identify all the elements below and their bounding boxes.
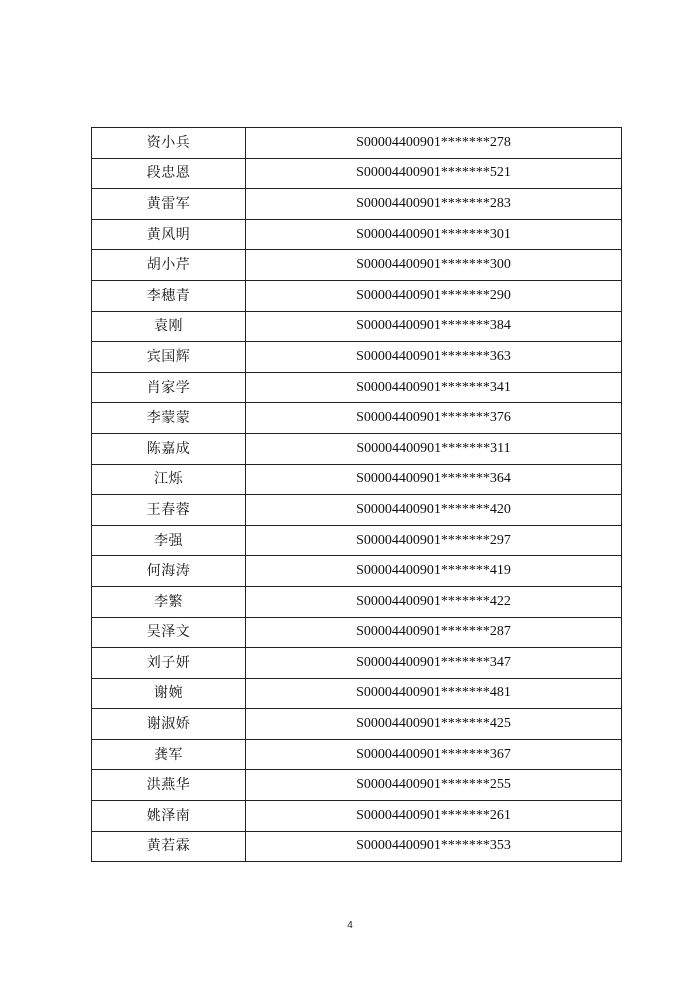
name-cell: 段忠恩 [92,158,246,189]
table-row [92,586,622,617]
certificate-number-cell: S00004400901*******278 [246,128,622,159]
name-cell: 吴泽文 [92,617,246,648]
certificate-number-cell: S00004400901*******341 [246,372,622,403]
name-cell: 李强 [92,525,246,556]
table-row [92,403,622,434]
certificate-number-cell: S00004400901*******290 [246,280,622,311]
certificate-number-cell: S00004400901*******353 [246,831,622,862]
certificate-number-cell: S00004400901*******521 [246,158,622,189]
name-cell: 谢婉 [92,678,246,709]
name-cell: 李蒙蒙 [92,403,246,434]
table-row [92,770,622,801]
certificate-number-cell: S00004400901*******300 [246,250,622,281]
name-cell: 刘子妍 [92,648,246,679]
name-cell: 黄若霖 [92,831,246,862]
certificate-number-cell: S00004400901*******425 [246,709,622,740]
certificate-number-cell: S00004400901*******311 [246,433,622,464]
name-cell: 姚泽南 [92,801,246,832]
certificate-number-cell: S00004400901*******363 [246,342,622,373]
certificate-number-cell: S00004400901*******297 [246,525,622,556]
table-row [92,342,622,373]
roster-table-body [92,128,622,862]
certificate-number-cell: S00004400901*******283 [246,189,622,220]
table-row [92,250,622,281]
table-row [92,709,622,740]
certificate-number-cell: S00004400901*******384 [246,311,622,342]
name-cell: 陈嘉成 [92,433,246,464]
table-row [92,280,622,311]
certificate-number-cell: S00004400901*******422 [246,586,622,617]
name-cell: 谢淑娇 [92,709,246,740]
name-cell: 江烁 [92,464,246,495]
name-cell: 黄雷军 [92,189,246,220]
table-row [92,617,622,648]
table-row [92,464,622,495]
table-row [92,433,622,464]
table-row [92,219,622,250]
table-row [92,372,622,403]
table-row [92,648,622,679]
name-cell: 肖家学 [92,372,246,403]
name-cell: 胡小芹 [92,250,246,281]
name-cell: 王春蓉 [92,495,246,526]
certificate-number-cell: S00004400901*******376 [246,403,622,434]
certificate-number-cell: S00004400901*******287 [246,617,622,648]
certificate-number-cell: S00004400901*******255 [246,770,622,801]
certificate-number-cell: S00004400901*******419 [246,556,622,587]
certificate-number-cell: S00004400901*******347 [246,648,622,679]
table-row [92,525,622,556]
table-row [92,801,622,832]
name-cell: 李穗青 [92,280,246,311]
table-row [92,311,622,342]
name-cell: 黄风明 [92,219,246,250]
table-row [92,495,622,526]
certificate-number-cell: S00004400901*******481 [246,678,622,709]
name-cell: 资小兵 [92,128,246,159]
certificate-number-cell: S00004400901*******301 [246,219,622,250]
table-row [92,128,622,159]
table-row [92,158,622,189]
page-number: 4 [347,920,353,931]
table-row [92,739,622,770]
certificate-number-cell: S00004400901*******364 [246,464,622,495]
certificate-number-cell: S00004400901*******367 [246,739,622,770]
roster-table [91,127,622,862]
table-row [92,678,622,709]
table-row [92,189,622,220]
name-cell: 何海涛 [92,556,246,587]
table-row [92,556,622,587]
name-cell: 袁刚 [92,311,246,342]
certificate-number-cell: S00004400901*******420 [246,495,622,526]
name-cell: 李繁 [92,586,246,617]
table-row [92,831,622,862]
certificate-number-cell: S00004400901*******261 [246,801,622,832]
name-cell: 宾国辉 [92,342,246,373]
name-cell: 龚军 [92,739,246,770]
name-cell: 洪燕华 [92,770,246,801]
